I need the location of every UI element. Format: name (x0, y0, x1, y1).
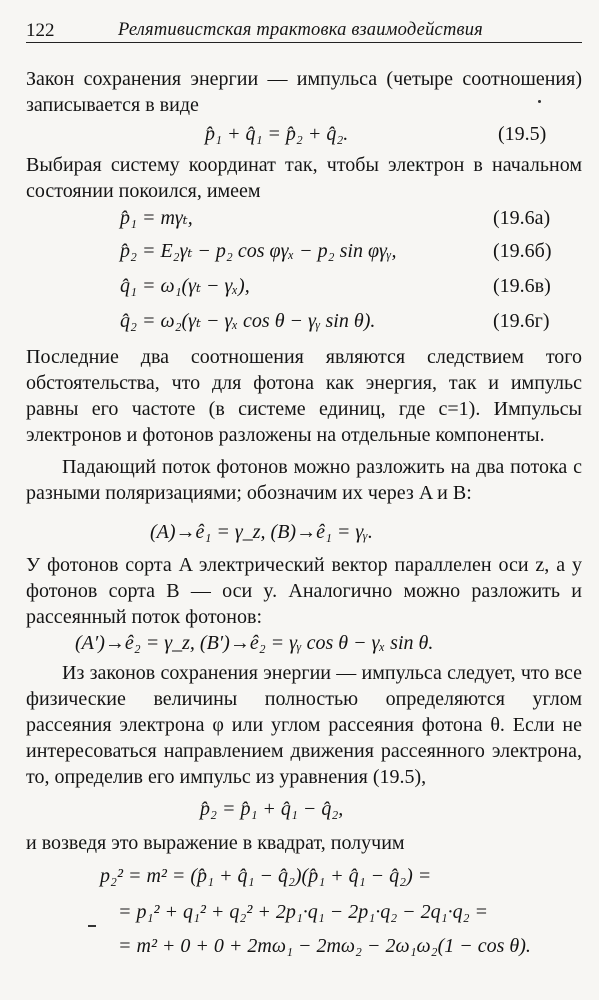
page-header (26, 14, 582, 43)
paragraph-7: и возведя это выражение в квадрат, получим (26, 832, 405, 854)
paragraph-3: Последние два соотношения являются следствием того обстоятельства, что для фотона как энергия, так и импульс равны его частоте (в системе единиц, где c=1). Импульсы электронов и фотонов разложены на отдельные компоненты. (26, 346, 582, 446)
equation-19-6v: q̂₁ = ω₁(γₜ − γₓ), (120, 275, 250, 297)
equation-19-6g: q̂₂ = ω₂(γₜ − γₓ cos θ − γᵧ sin θ). (120, 310, 376, 332)
equation-square-line-2: = p₁² + q₁² + q₂² + 2p₁·q₁ − 2p₁·q₂ − 2q₁·q₂ = (118, 901, 489, 923)
page-number: 122 (26, 20, 55, 41)
paragraph-2: Выбирая систему координат так, чтобы электрон в начальном состоянии покоился, имеем (26, 154, 582, 202)
equation-19-6g-label: (19.6г) (493, 310, 550, 332)
paragraph-4: Падающий поток фотонов можно разложить на два потока с разными поляризациями; обозначим их через A и B: (26, 456, 582, 504)
equation-19-5-label: (19.5) (498, 123, 547, 145)
equation-19-6a: p̂₁ = mγₜ, (120, 207, 193, 229)
running-title: Релятивистская трактовка взаимодействия (118, 20, 483, 40)
equation-19-5: p̂₁ + q̂₁ = p̂₂ + q̂₂. (205, 123, 349, 145)
equation-square-line-3: = m² + 0 + 0 + 2mω₁ − 2mω₂ − 2ω₁ω₂(1 − cos θ). (118, 935, 531, 957)
equation-polarization-incident: (A)→ê₁ = γ_z, (B)→ê₁ = γᵧ. (150, 521, 373, 543)
equation-polarization-scattered: (A′)→ê₂ = γ_z, (B′)→ê₂ = γᵧ cos θ − γₓ sin θ. (75, 632, 434, 654)
paragraph-6: Из законов сохранения энергии — импульса следует, что все физические величины полностью определяются углом рассеяния электрона φ или углом рассеяния фотона θ. Если не интересоваться направлением движения рассеянного электрона, то, определив его импульс из уравнения (19.5), (26, 662, 582, 788)
margin-mark (88, 925, 96, 927)
equation-19-6b: p̂₂ = E₂γₜ − p₂ cos φγₓ − p₂ sin φγᵧ, (120, 240, 397, 262)
equation-19-6b-label: (19.6б) (493, 240, 552, 262)
equation-19-6v-label: (19.6в) (493, 275, 551, 297)
equation-19-6a-label: (19.6а) (493, 207, 551, 229)
equation-square-line-1: p₂² = m² = (p̂₁ + q̂₁ − q̂₂)(p̂₁ + q̂₁ − q̂₂) = (100, 865, 432, 887)
paragraph-5: У фотонов сорта A электрический вектор параллелен оси z, а у фотонов сорта B — оси y. Аналогично можно разложить и рассеянный поток фотонов: (26, 554, 582, 628)
equation-p2: p̂₂ = p̂₁ + q̂₁ − q̂₂, (200, 798, 344, 820)
paragraph-1: Закон сохранения энергии — импульса (четыре соотношения) записывается в виде (26, 68, 582, 116)
